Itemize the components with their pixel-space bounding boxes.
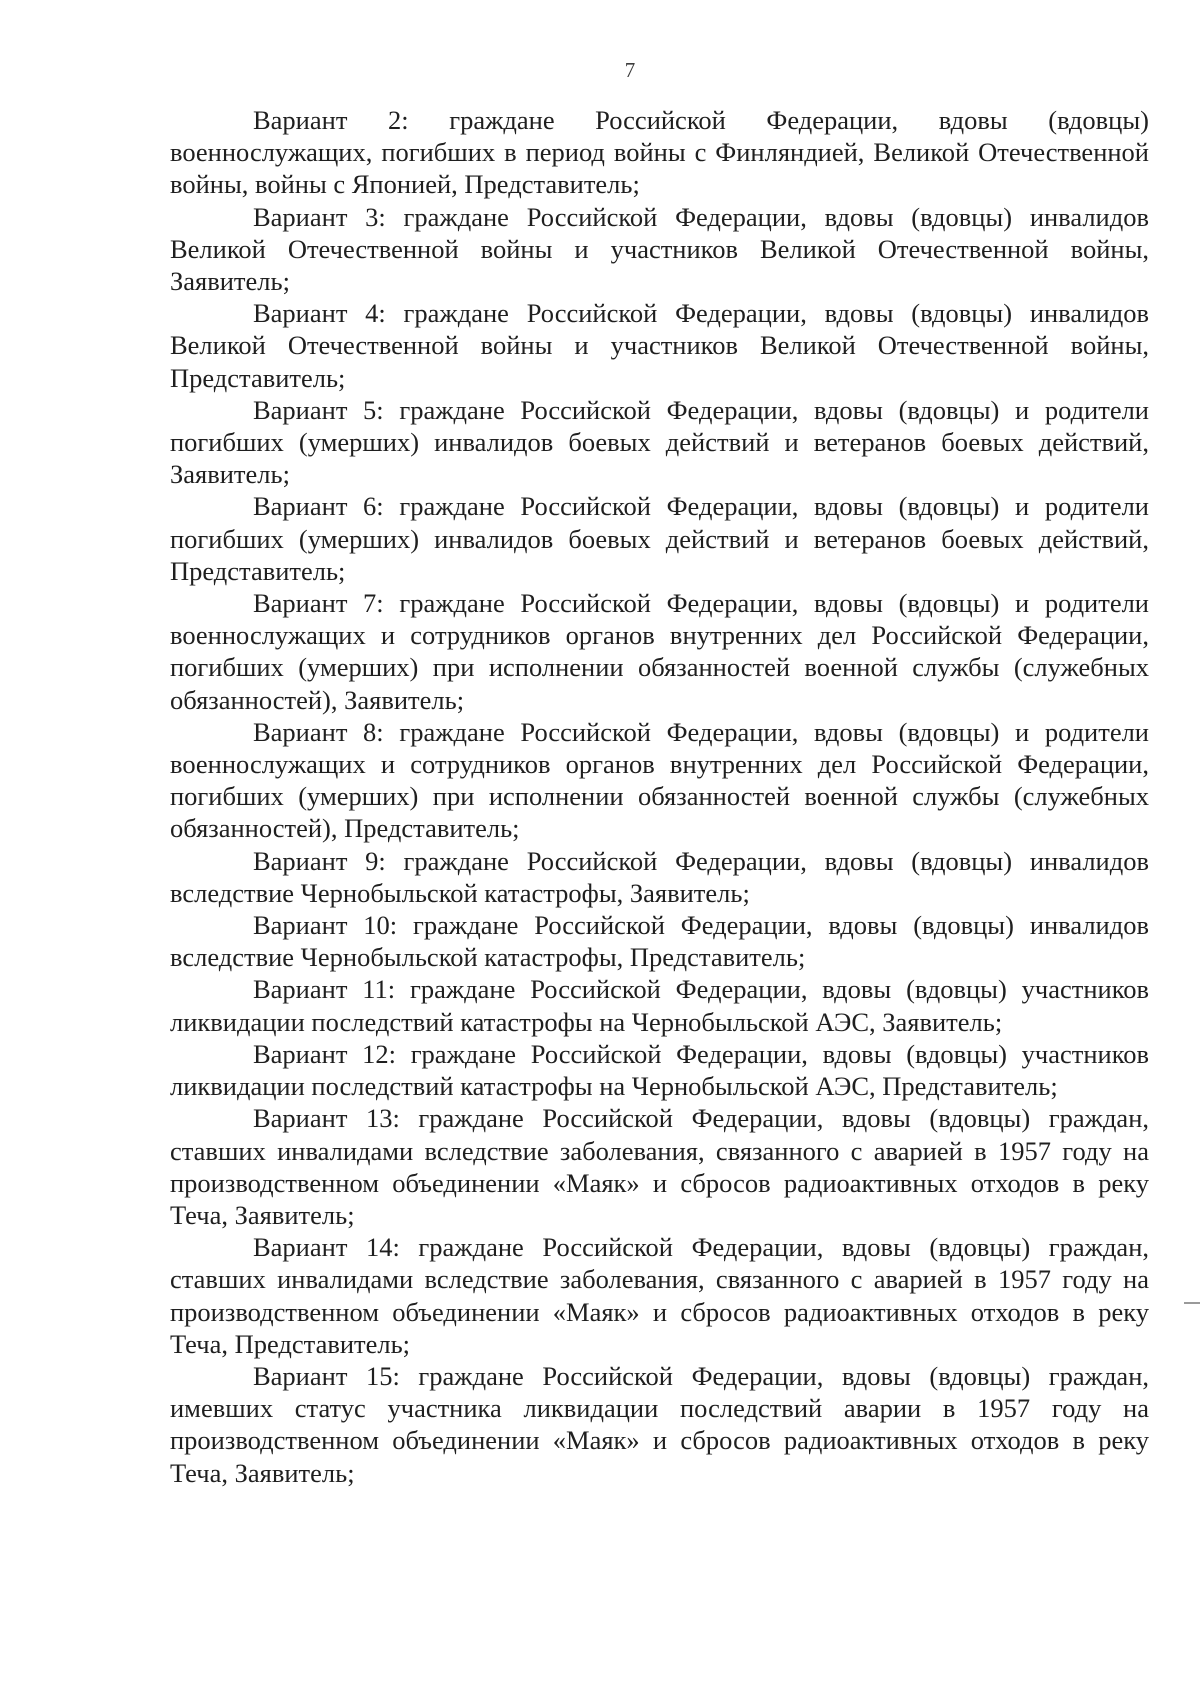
page-number: 7 [624,58,636,82]
variant-paragraph: Вариант 2: граждане Российской Федерации, вдовы (вдовцы) военнослужащих, погибших в период войны с Финляндией, Великой Отечественной войны, войны с Японией, Представитель; [170,105,1149,200]
variant-paragraph: Вариант 5: граждане Российской Федерации, вдовы (вдовцы) и родители погибших (умерших) инвалидов боевых действий и ветеранов боевых действий, Заявитель; [170,394,1149,490]
document-body [170,104,1149,1489]
variant-paragraph: Вариант 10: граждане Российской Федерации, вдовы (вдовцы) инвалидов вследствие Чернобыльской катастрофы, Представитель; [170,910,1149,973]
variant-paragraph: Вариант 14: граждане Российской Федерации, вдовы (вдовцы) граждан, ставших инвалидами вследствие заболевания, связанного с аварией в 1957 году на производственном объединении «Маяк» и сбросов радиоактивных отходов в реку Теча, Представитель; [170,1232,1149,1359]
variant-paragraph: Вариант 4: граждане Российской Федерации, вдовы (вдовцы) инвалидов Великой Отечественной войны и участников Великой Отечественной войны, Представитель; [170,298,1149,393]
variant-paragraph: Вариант 8: граждане Российской Федерации, вдовы (вдовцы) и родители военнослужащих и сотрудников органов внутренних дел Российской Федерации, погибших (умерших) при исполнении обязанностей военной службы (служебных обязанностей), Представитель; [170,716,1149,844]
variant-paragraph: Вариант 9: граждане Российской Федерации, вдовы (вдовцы) инвалидов вследствие Чернобыльской катастрофы, Заявитель; [170,845,1149,908]
variant-paragraph: Вариант 3: граждане Российской Федерации, вдовы (вдовцы) инвалидов Великой Отечественной войны и участников Великой Отечественной войны, Заявитель; [170,201,1149,297]
variant-paragraph: Вариант 6: граждане Российской Федерации, вдовы (вдовцы) и родители погибших (умерших) инвалидов боевых действий и ветеранов боевых действий, Представитель; [170,491,1149,586]
variant-paragraph: Вариант 13: граждане Российской Федерации, вдовы (вдовцы) граждан, ставших инвалидами вследствие заболевания, связанного с аварией в 1957 году на производственном объединении «Маяк» и сбросов радиоактивных отходов в реку Теча, Заявитель; [170,1103,1149,1230]
variant-paragraph: Вариант 7: граждане Российской Федерации, вдовы (вдовцы) и родители военнослужащих и сотрудников органов внутренних дел Российской Федерации, погибших (умерших) при исполнении обязанностей военной службы (служебных обязанностей), Заявитель; [170,588,1149,715]
variant-paragraph: Вариант 12: граждане Российской Федерации, вдовы (вдовцы) участников ликвидации последствий катастрофы на Чернобыльской АЭС, Представитель; [170,1038,1149,1102]
margin-tick [1184,1302,1200,1304]
variant-paragraph: Вариант 15: граждане Российской Федерации, вдовы (вдовцы) граждан, имевших статус участника ликвидации последствий аварии в 1957 году на производственном объединении «Маяк» и сбросов радиоактивных отходов в реку Теча, Заявитель; [170,1360,1149,1488]
variant-paragraph: Вариант 11: граждане Российской Федерации, вдовы (вдовцы) участников ликвидации последствий катастрофы на Чернобыльской АЭС, Заявитель; [170,974,1149,1037]
